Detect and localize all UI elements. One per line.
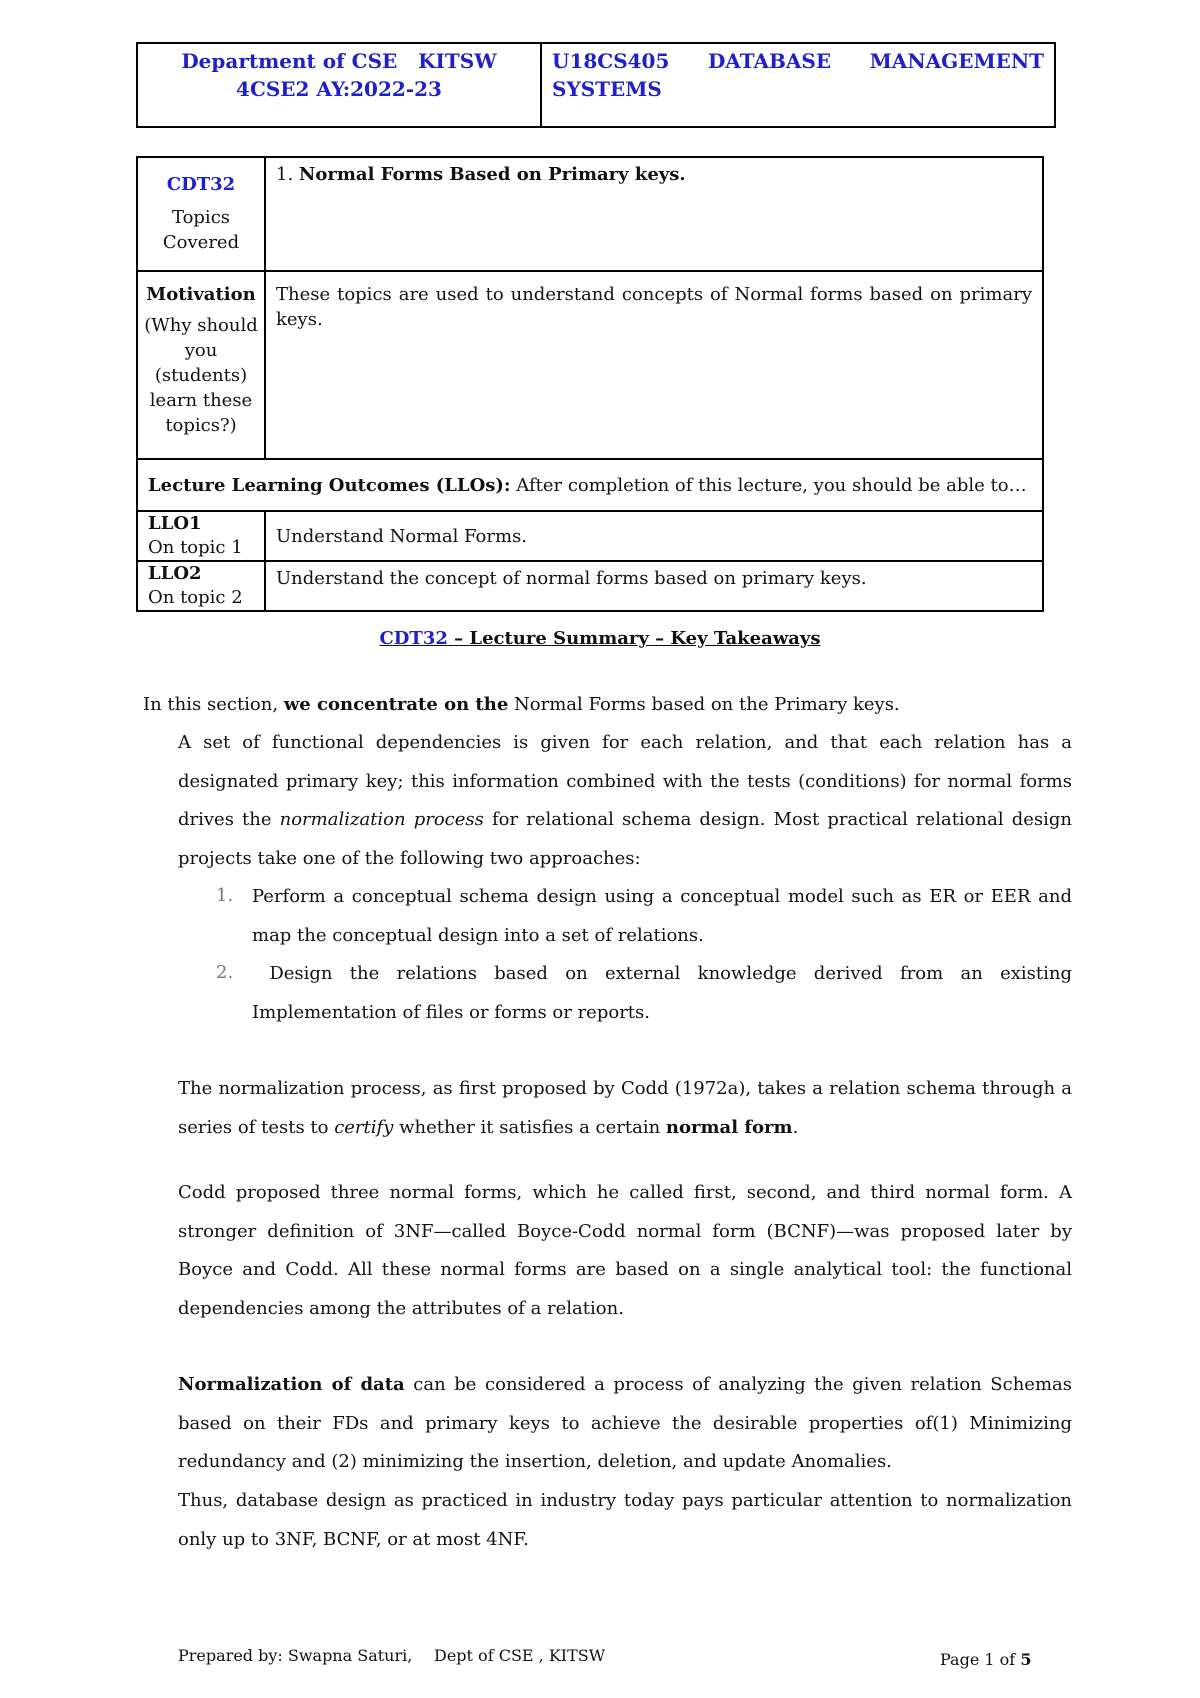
para1-italic: normalization process	[279, 809, 484, 830]
para2-end: .	[792, 1116, 799, 1138]
para1-b: for relational schema design. Most practical relational design projects take one of the following two approaches:	[178, 809, 1072, 869]
llo1-text: Understand Normal Forms.	[265, 511, 1043, 561]
llo1-id: LLO1	[148, 513, 202, 534]
page-prefix: Page	[940, 1650, 985, 1669]
intro-bold: we concentrate on the	[283, 694, 509, 715]
paragraph-normalization-intro	[178, 724, 1072, 878]
page-num: 1	[984, 1650, 995, 1669]
llo-heading-bold: Lecture Learning Outcomes (LLOs):	[148, 474, 511, 496]
summary-title-code: CDT32	[379, 628, 448, 649]
paragraph-normalization-of-data	[178, 1366, 1072, 1482]
topic-title: Normal Forms Based on Primary keys.	[298, 164, 686, 185]
para2-bold: normal form	[665, 1116, 793, 1138]
para4-rest: can be considered a process of analyzing the given relation Schemas based on their FDs and primary keys to achieve the desirable properties of(1) Minimizing redundancy and (2) minimizing the insertion, deletion, and update Anomalies.	[178, 1374, 1072, 1472]
course-code: U18CS405	[552, 49, 670, 73]
paragraph-industry-practice: Thus, database design as practiced in industry today pays particular attention to normalization only up to 3NF, BCNF, or at most 4NF.	[178, 1490, 1072, 1550]
llo-heading-cell	[137, 459, 1043, 511]
paragraph-codd-process	[178, 1070, 1072, 1147]
document-header	[136, 42, 1056, 128]
intro-rest: Normal Forms based on the Primary keys.	[508, 694, 900, 715]
footer-prepared-by: Prepared by: Swapna Saturi,	[178, 1646, 413, 1665]
motivation-row	[137, 271, 1043, 459]
cdt-label: CDT32	[166, 174, 236, 195]
intro-line	[143, 686, 1073, 725]
approach-2-text: Design the relations based on external knowledge derived from an existing Implementation of files or forms or reports.	[252, 963, 1078, 1023]
motivation-label-cell	[137, 271, 265, 459]
approach-2-number: 2.	[216, 962, 234, 983]
llo2-id: LLO2	[148, 563, 202, 584]
llo2-text: Understand the concept of normal forms based on primary keys.	[265, 561, 1043, 611]
footer-dept: Dept of CSE , KITSW	[434, 1646, 606, 1665]
topic-number: 1.	[276, 164, 294, 185]
approach-1-text: Perform a conceptual schema design using a conceptual model such as ER or EER and map the conceptual design into a set of relations.	[252, 886, 1072, 946]
llo-heading-row	[137, 459, 1043, 511]
page-of: of	[994, 1650, 1021, 1669]
summary-title	[0, 628, 1200, 649]
page-total: 5	[1020, 1650, 1032, 1669]
paragraph-normal-forms: Codd proposed three normal forms, which he called first, second, and third normal form. A stronger definition of 3NF—called Boyce-Codd normal form (BCNF)—was proposed later by Boyce and Codd. All these normal forms are based on a single analytical tool: the functional dependencies among the attributes of a relation.	[178, 1182, 1072, 1319]
llo-heading-rest: After completion of this lecture, you should be able to…	[510, 474, 1027, 496]
footer-page-number	[940, 1650, 1031, 1669]
llo-row	[137, 561, 1043, 611]
para4-bold: Normalization of data	[178, 1374, 405, 1395]
intro-prefix: In this section,	[143, 694, 284, 715]
topics-row	[137, 157, 1043, 271]
course-block	[542, 44, 1054, 126]
llo1-label-cell	[137, 511, 265, 561]
course-word-database: DATABASE	[707, 49, 832, 73]
motivation-label: Motivation	[146, 284, 256, 305]
department-line: Department of CSE KITSW	[181, 49, 497, 73]
cdt-cell	[137, 157, 265, 271]
course-word-management: MANAGEMENT	[869, 49, 1044, 73]
motivation-sub: (Why should you (students) learn these topics?)	[144, 315, 258, 436]
topics-table	[136, 156, 1044, 612]
para1-a: A set of functional dependencies is given for each relation, and that each relation has a designated primary key; this information combined with the tests (conditions) for normal forms drives the	[178, 732, 1072, 830]
topics-covered-label: Topics Covered	[162, 207, 240, 253]
motivation-text: These topics are used to understand concepts of Normal forms based on primary keys.	[265, 271, 1043, 459]
llo1-topic: On topic 1	[148, 537, 243, 558]
llo2-topic: On topic 2	[148, 587, 243, 608]
department-block	[138, 44, 542, 126]
para2-italic: certify	[334, 1116, 394, 1138]
course-word-systems: SYSTEMS	[552, 77, 662, 101]
summary-title-rest: – Lecture Summary – Key Takeaways	[447, 628, 821, 649]
class-line: 4CSE2 AY:2022-23	[236, 77, 442, 101]
llo-row	[137, 511, 1043, 561]
llo2-label-cell	[137, 561, 265, 611]
para2-b: whether it satisfies a certain	[393, 1116, 666, 1138]
topic-cell	[265, 157, 1043, 271]
para2-a: The normalization process, as first proposed by Codd (1972a), takes a relation schema through a series of tests to	[178, 1078, 1072, 1138]
approach-1-number: 1.	[216, 885, 234, 906]
